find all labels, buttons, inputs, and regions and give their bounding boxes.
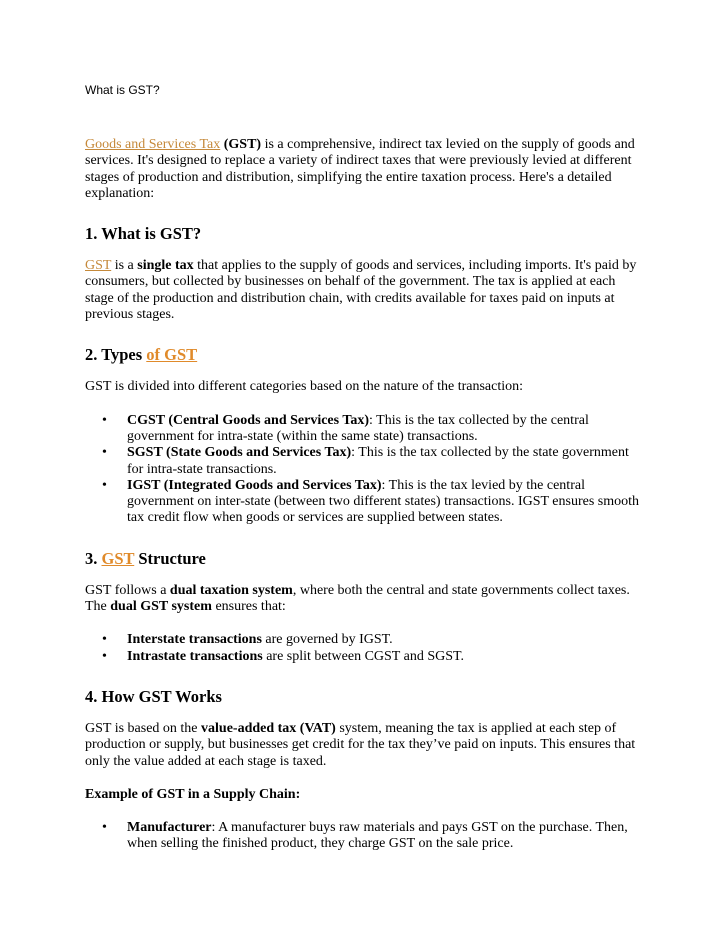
section-1-heading: 1. What is GST? [85, 224, 202, 244]
list-item [85, 820, 645, 853]
list-item [85, 478, 645, 527]
supply-chain-list [85, 820, 645, 853]
list-item-text: are governed by IGST. [261, 632, 393, 648]
section-3-bold-b: dual GST system [110, 599, 212, 615]
section-3-text-c: ensures that: [211, 599, 286, 615]
list-item-text: : This is the tax collected by the state government for intra-state transactions. [127, 445, 629, 477]
section-3-paragraph [85, 583, 645, 616]
section-2-heading-text: 2. Types [85, 345, 147, 365]
gst-types-list [85, 413, 645, 527]
list-item-bold: Intrastate transactions [127, 648, 263, 664]
list-item [85, 649, 645, 665]
list-item-bold: SGST (State Goods and Services Tax) [127, 445, 352, 461]
gst-link[interactable]: Goods and Services Tax [85, 137, 221, 152]
section-1-text-b: that applies to the supply of goods and services, including imports. It's paid by consumers, but collected by businesses on behalf of the government. The tax is applied at each stage of the production and distribution chain, with credits available for taxes paid on inputs at previous stages. [85, 258, 637, 323]
bullet-icon: • [102, 445, 107, 461]
section-4-heading: 4. How GST Works [85, 686, 222, 706]
bullet-icon: • [102, 412, 107, 428]
list-item [85, 632, 645, 648]
list-item [85, 413, 645, 446]
list-item-bold: CGST (Central Goods and Services Tax) [127, 412, 370, 428]
section-3-heading-link[interactable]: GST [101, 548, 135, 568]
document-title: What is GST? [85, 83, 160, 97]
list-item-bold: Interstate transactions [127, 632, 262, 648]
section-2-heading-link[interactable]: of GST [146, 345, 198, 365]
section-2-heading [85, 345, 645, 365]
bullet-icon: • [102, 477, 107, 493]
example-heading-text: Example of GST in a Supply Chain: [85, 786, 301, 802]
list-item-bold: Manufacturer [127, 820, 212, 836]
section-2-intro: GST is divided into different categories based on the nature of the transaction: [85, 379, 524, 395]
bullet-icon: • [102, 632, 107, 648]
section-3-heading-pre: 3. [85, 548, 102, 568]
section-1-paragraph [85, 258, 645, 323]
section-3-text-b: , where both the central and state governments collect taxes. The [85, 582, 630, 615]
section-3-bold-a: dual taxation system [169, 582, 293, 598]
document-body [85, 137, 645, 853]
section-4-text-b: system, meaning the tax is applied at each step of production or supply, but businesses get credit for the tax they’ve paid on inputs. This ensures that only the value added at each stage is taxed. [85, 720, 636, 769]
section-3-heading-post: Structure [134, 548, 206, 568]
intro-bold: (GST) [223, 137, 262, 152]
list-item [85, 445, 645, 478]
list-item-bold: IGST (Integrated Goods and Services Tax) [127, 477, 382, 493]
list-item-text: : This is the tax levied by the central government on inter-state (between two different states) transactions. IGST ensures smooth tax credit flow when goods or services are supplied between states. [127, 477, 640, 526]
section-1-gst-link[interactable]: GST [85, 258, 112, 274]
bullet-icon: • [102, 820, 107, 836]
section-4-bold: value-added tax (VAT) [201, 720, 336, 736]
gst-structure-list [85, 632, 645, 665]
section-1-bold: single tax [137, 258, 194, 274]
section-3-heading [85, 549, 645, 569]
section-4-text-a: GST is based on the [85, 720, 202, 736]
intro-text: is a comprehensive, indirect tax levied on the supply of goods and services. It's designed to replace a variety of indirect taxes that were previously levied at different stages of production and distribution, simplifying the entire taxation process. Here's a detailed explanation: [85, 137, 635, 201]
intro-paragraph [85, 137, 645, 202]
list-item-text: : A manufacturer buys raw materials and pays GST on the purchase. Then, when selling the finished product, they charge GST on the sale price. [127, 820, 628, 852]
section-4-paragraph [85, 721, 645, 770]
list-item-text: are split between CGST and SGST. [262, 648, 465, 664]
section-1-text-a: is a [111, 258, 138, 274]
example-heading [85, 787, 645, 803]
list-item-text: : This is the tax collected by the central government for intra-state (within the same state) transactions. [127, 412, 589, 444]
bullet-icon: • [102, 648, 107, 664]
section-3-text-a: GST follows a [85, 582, 170, 598]
